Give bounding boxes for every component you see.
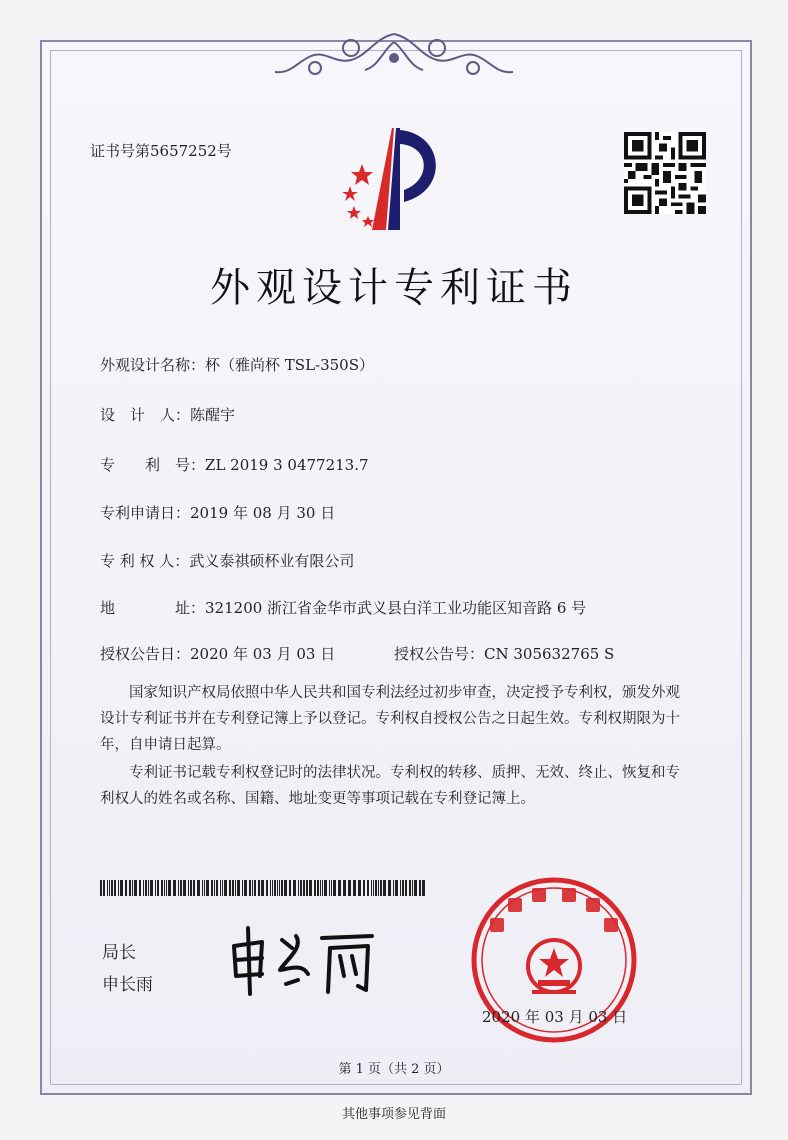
field-patentee: [100, 550, 354, 571]
field-value: CN 305632765 S: [484, 645, 615, 663]
seal-date: 2020 年 03 月 03 日: [482, 1008, 628, 1026]
field-value: 杯（雅尚杯 TSL-350S）: [205, 356, 375, 374]
field-design-name: [100, 354, 374, 375]
field-label: 授权公告号：: [394, 645, 485, 663]
field-label: 地 址：: [100, 599, 206, 617]
director-title: 局长: [102, 943, 136, 963]
field-value: 2019 年 08 月 30 日: [190, 504, 336, 522]
field-value: 2020 年 03 月 03 日: [190, 645, 336, 663]
field-filing-date: [100, 502, 335, 523]
field-label: 专 利 号：: [100, 456, 206, 474]
field-value: ZL 2019 3 0477213.7: [205, 456, 369, 474]
field-label: 授权公告日：: [100, 645, 191, 663]
field-designer: [100, 404, 235, 425]
certificate-title: 外观设计专利证书: [210, 265, 578, 311]
director-signature: [222, 918, 382, 998]
footer-note: 其他事项参见背面: [341, 1107, 446, 1122]
field-patent-number: [100, 454, 369, 475]
page-number: 第 1 页（共 2 页）: [338, 1062, 450, 1077]
ornament-header: [255, 28, 533, 84]
body-paragraph-1: 国家知识产权局依照中华人民共和国专利法经过初步审查，决定授予专利权，颁发外观设计专利证书并在专利登记簿上予以登记。专利权自授权公告之日起生效。专利权期限为十年，自申请日起算。: [100, 685, 680, 753]
field-value: 武义泰祺硕杯业有限公司: [189, 552, 355, 570]
certificate-number: 证书号第5657252号: [90, 142, 232, 160]
field-address: [100, 597, 586, 618]
field-grant-number: [394, 643, 614, 664]
body-paragraph-2: 专利证书记载专利权登记时的法律状况。专利权的转移、质押、无效、终止、恢复和专利权人的姓名或名称、国籍、地址变更等事项记载在专利登记簿上。: [100, 765, 680, 807]
qr-code: [624, 132, 706, 214]
field-grant-date: [100, 643, 335, 664]
barcode: [100, 880, 426, 896]
field-label: 专 利 权 人：: [100, 552, 190, 570]
field-value: 321200 浙江省金华市武义县白洋工业功能区知音路 6 号: [205, 599, 587, 617]
field-label: 设 计 人：: [100, 406, 191, 424]
field-label: 外观设计名称：: [100, 356, 206, 374]
field-label: 专利申请日：: [100, 504, 191, 522]
field-value: 陈醒宇: [190, 406, 236, 424]
director-name: 申长雨: [102, 975, 153, 995]
cnipa-logo: [334, 120, 452, 232]
